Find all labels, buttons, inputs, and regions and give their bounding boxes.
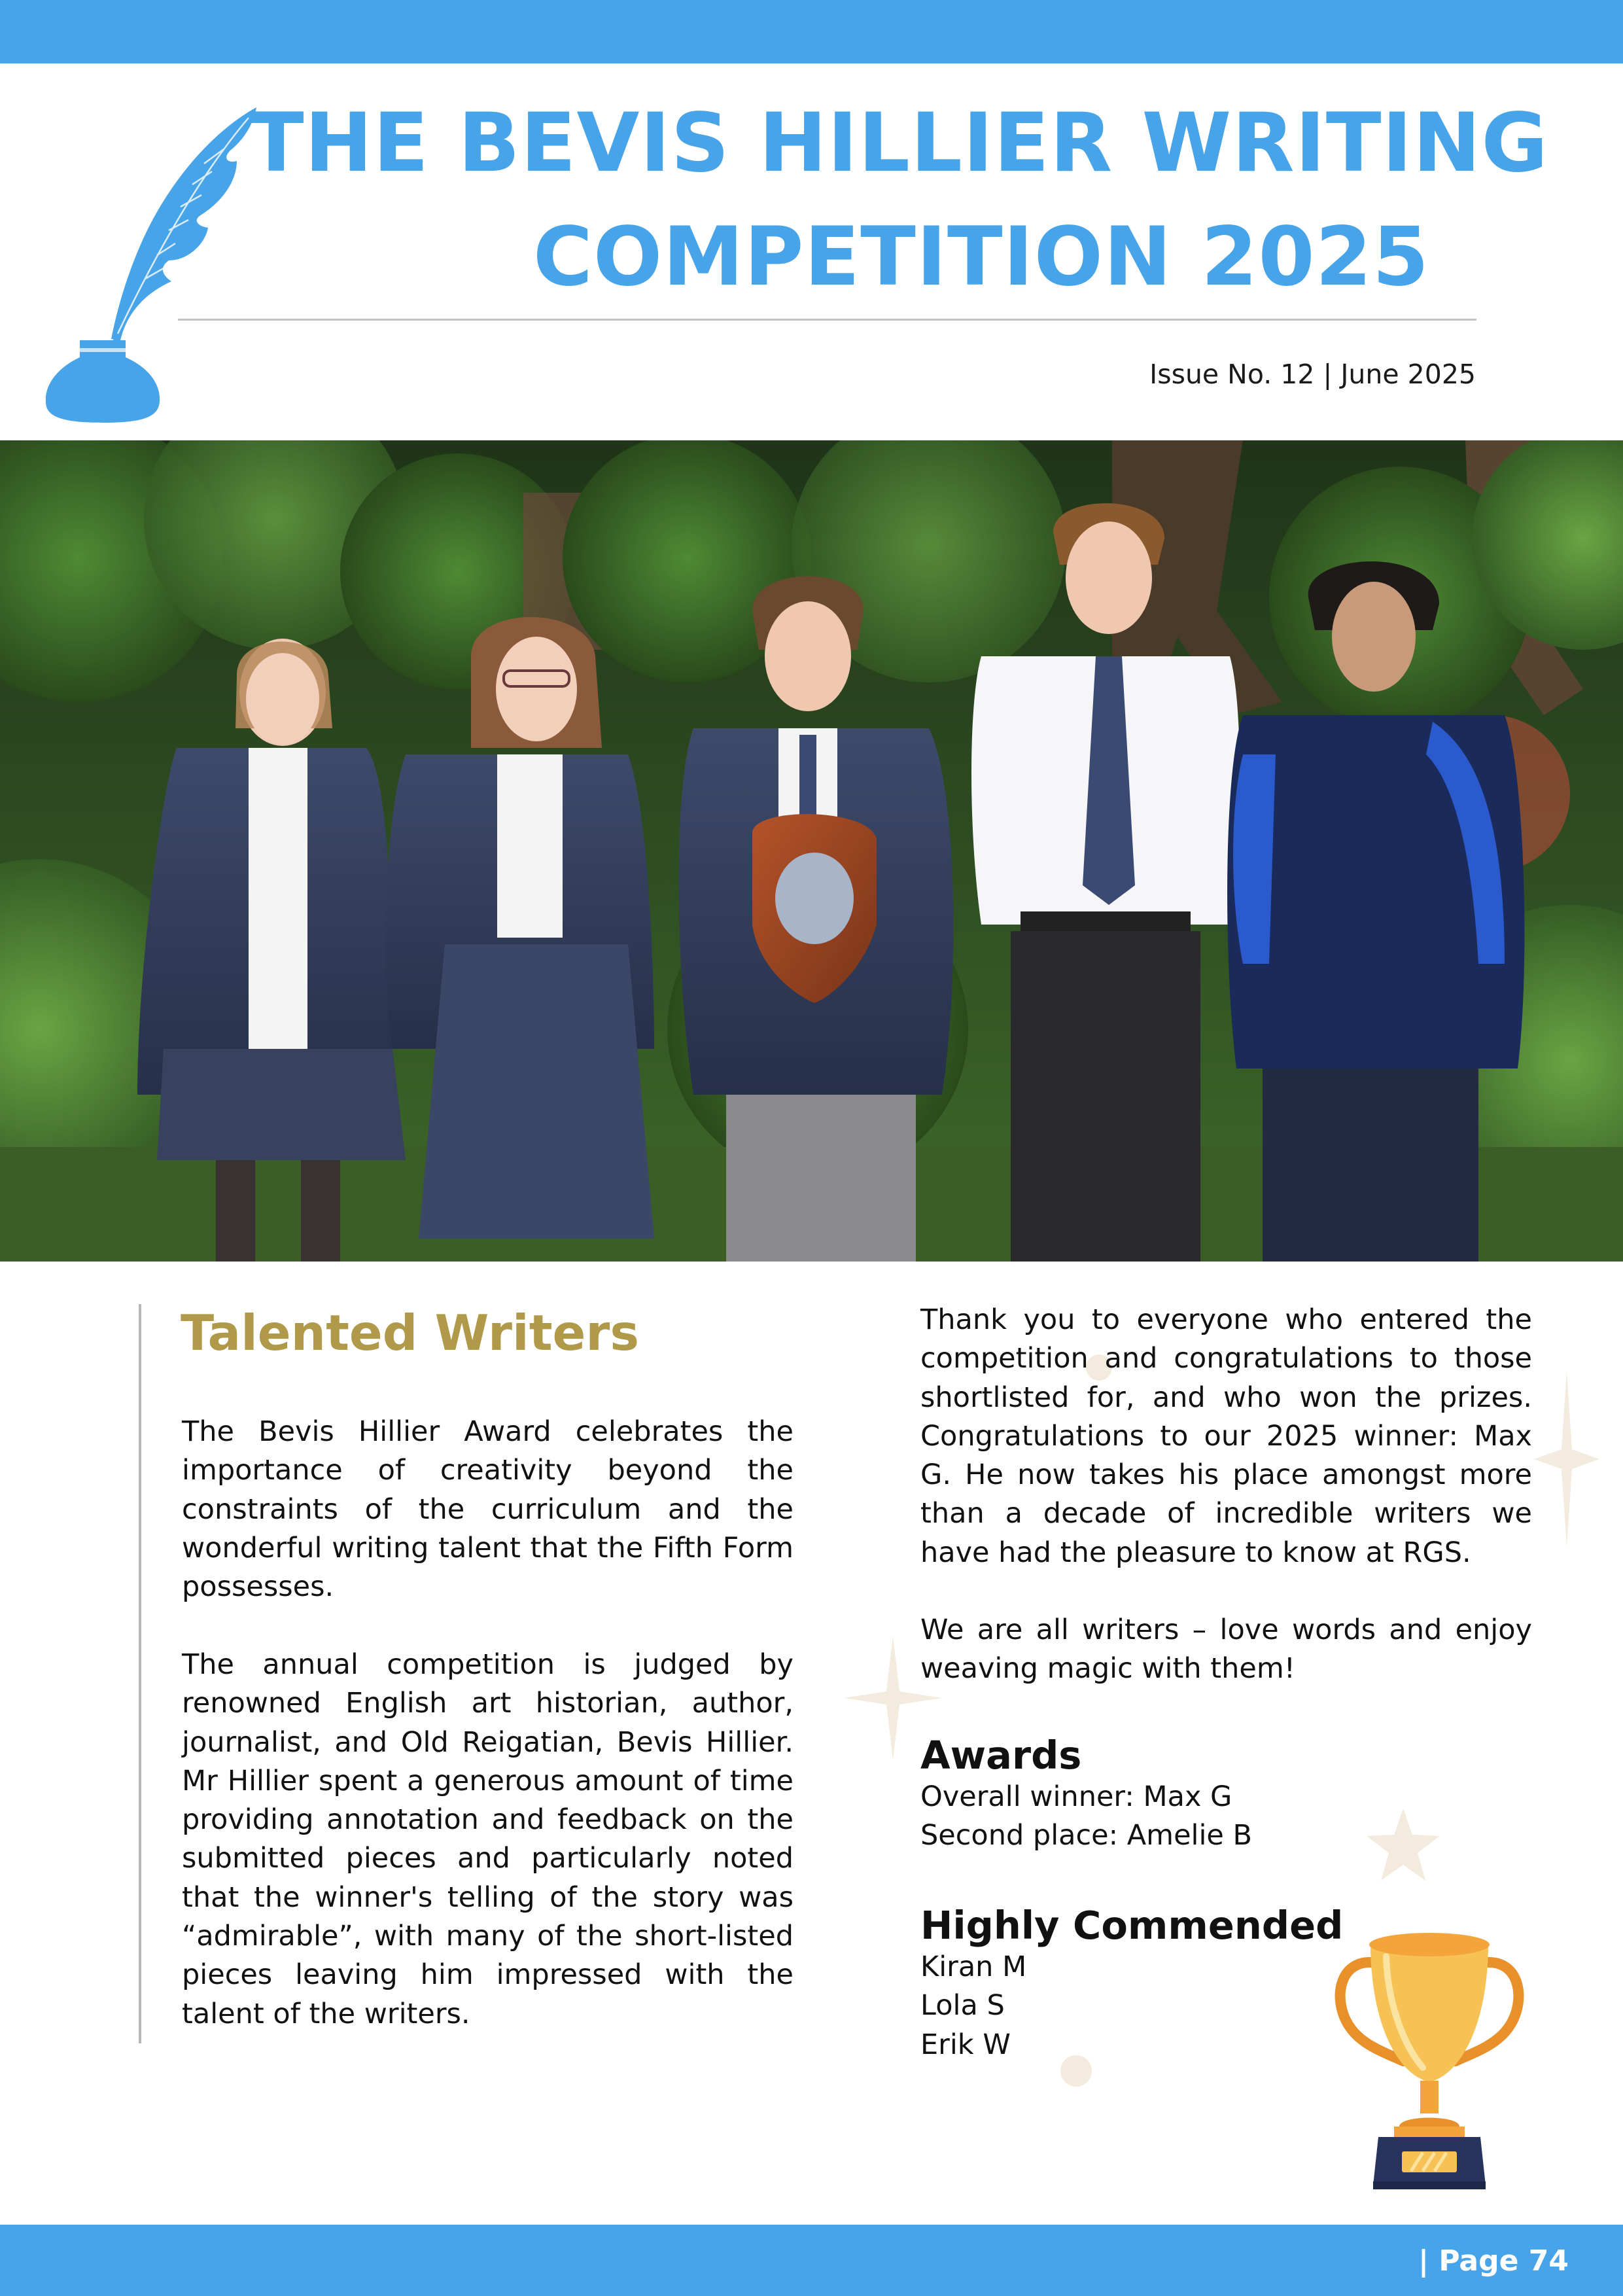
section-heading-talented-writers: Talented Writers [181, 1304, 640, 1362]
header-divider [178, 319, 1476, 321]
issue-info: Issue No. 12 | June 2025 [1149, 359, 1476, 390]
trophy-icon [1331, 1930, 1527, 2192]
bottom-banner [0, 2225, 1623, 2296]
commended-item: Erik W [920, 2028, 1011, 2061]
award-item: Overall winner: Max G [920, 1780, 1232, 1813]
top-banner [0, 0, 1623, 63]
page-title [249, 86, 1549, 314]
sparkle-icon [1534, 1371, 1599, 1547]
commended-item: Lola S [920, 1989, 1005, 2022]
highly-commended-heading: Highly Commended [920, 1903, 1344, 1948]
quill-and-inkwell-icon [41, 103, 270, 424]
awards-section [920, 1733, 1532, 1856]
awards-heading: Awards [920, 1733, 1082, 1778]
left-paragraph-1: The Bevis Hillier Award celebrates the importance of creativity beyond the constraints of the curriculum and the wonderful writing talent that the Fifth Form possesses. [182, 1415, 794, 1604]
commended-item: Kiran M [920, 1951, 1027, 1983]
title-line-1: THE BEVIS HILLIER WRITING [249, 96, 1549, 190]
right-paragraph-1: Thank you to everyone who entered the competition and congratulations to those shortlisted for, and who won the prizes. Congratulations to our 2025 winner: Max G. He now takes his place amongst more than a decade of incredible writers we have had the pleasure to know at RGS. [920, 1303, 1532, 1569]
page-number: | Page 74 [1418, 2244, 1569, 2278]
title-line-2: COMPETITION 2025 [532, 210, 1430, 304]
left-paragraph-2: The annual competition is judged by renowned English art historian, author, journalist, and Old Reigatian, Bevis Hillier. Mr Hillier spent a generous amount of time providing annotation and feedback on the submitted pieces and particularly noted that the winner's telling of the story was “admirable”, with many of the short-listed pieces leaving him impressed with the talent of the writers. [182, 1648, 794, 2030]
right-paragraph-2: We are all writers – love words and enjoy weaving magic with them! [920, 1614, 1532, 1686]
group-photo [0, 440, 1623, 1262]
award-item: Second place: Amelie B [920, 1819, 1253, 1852]
left-column [139, 1304, 795, 2043]
